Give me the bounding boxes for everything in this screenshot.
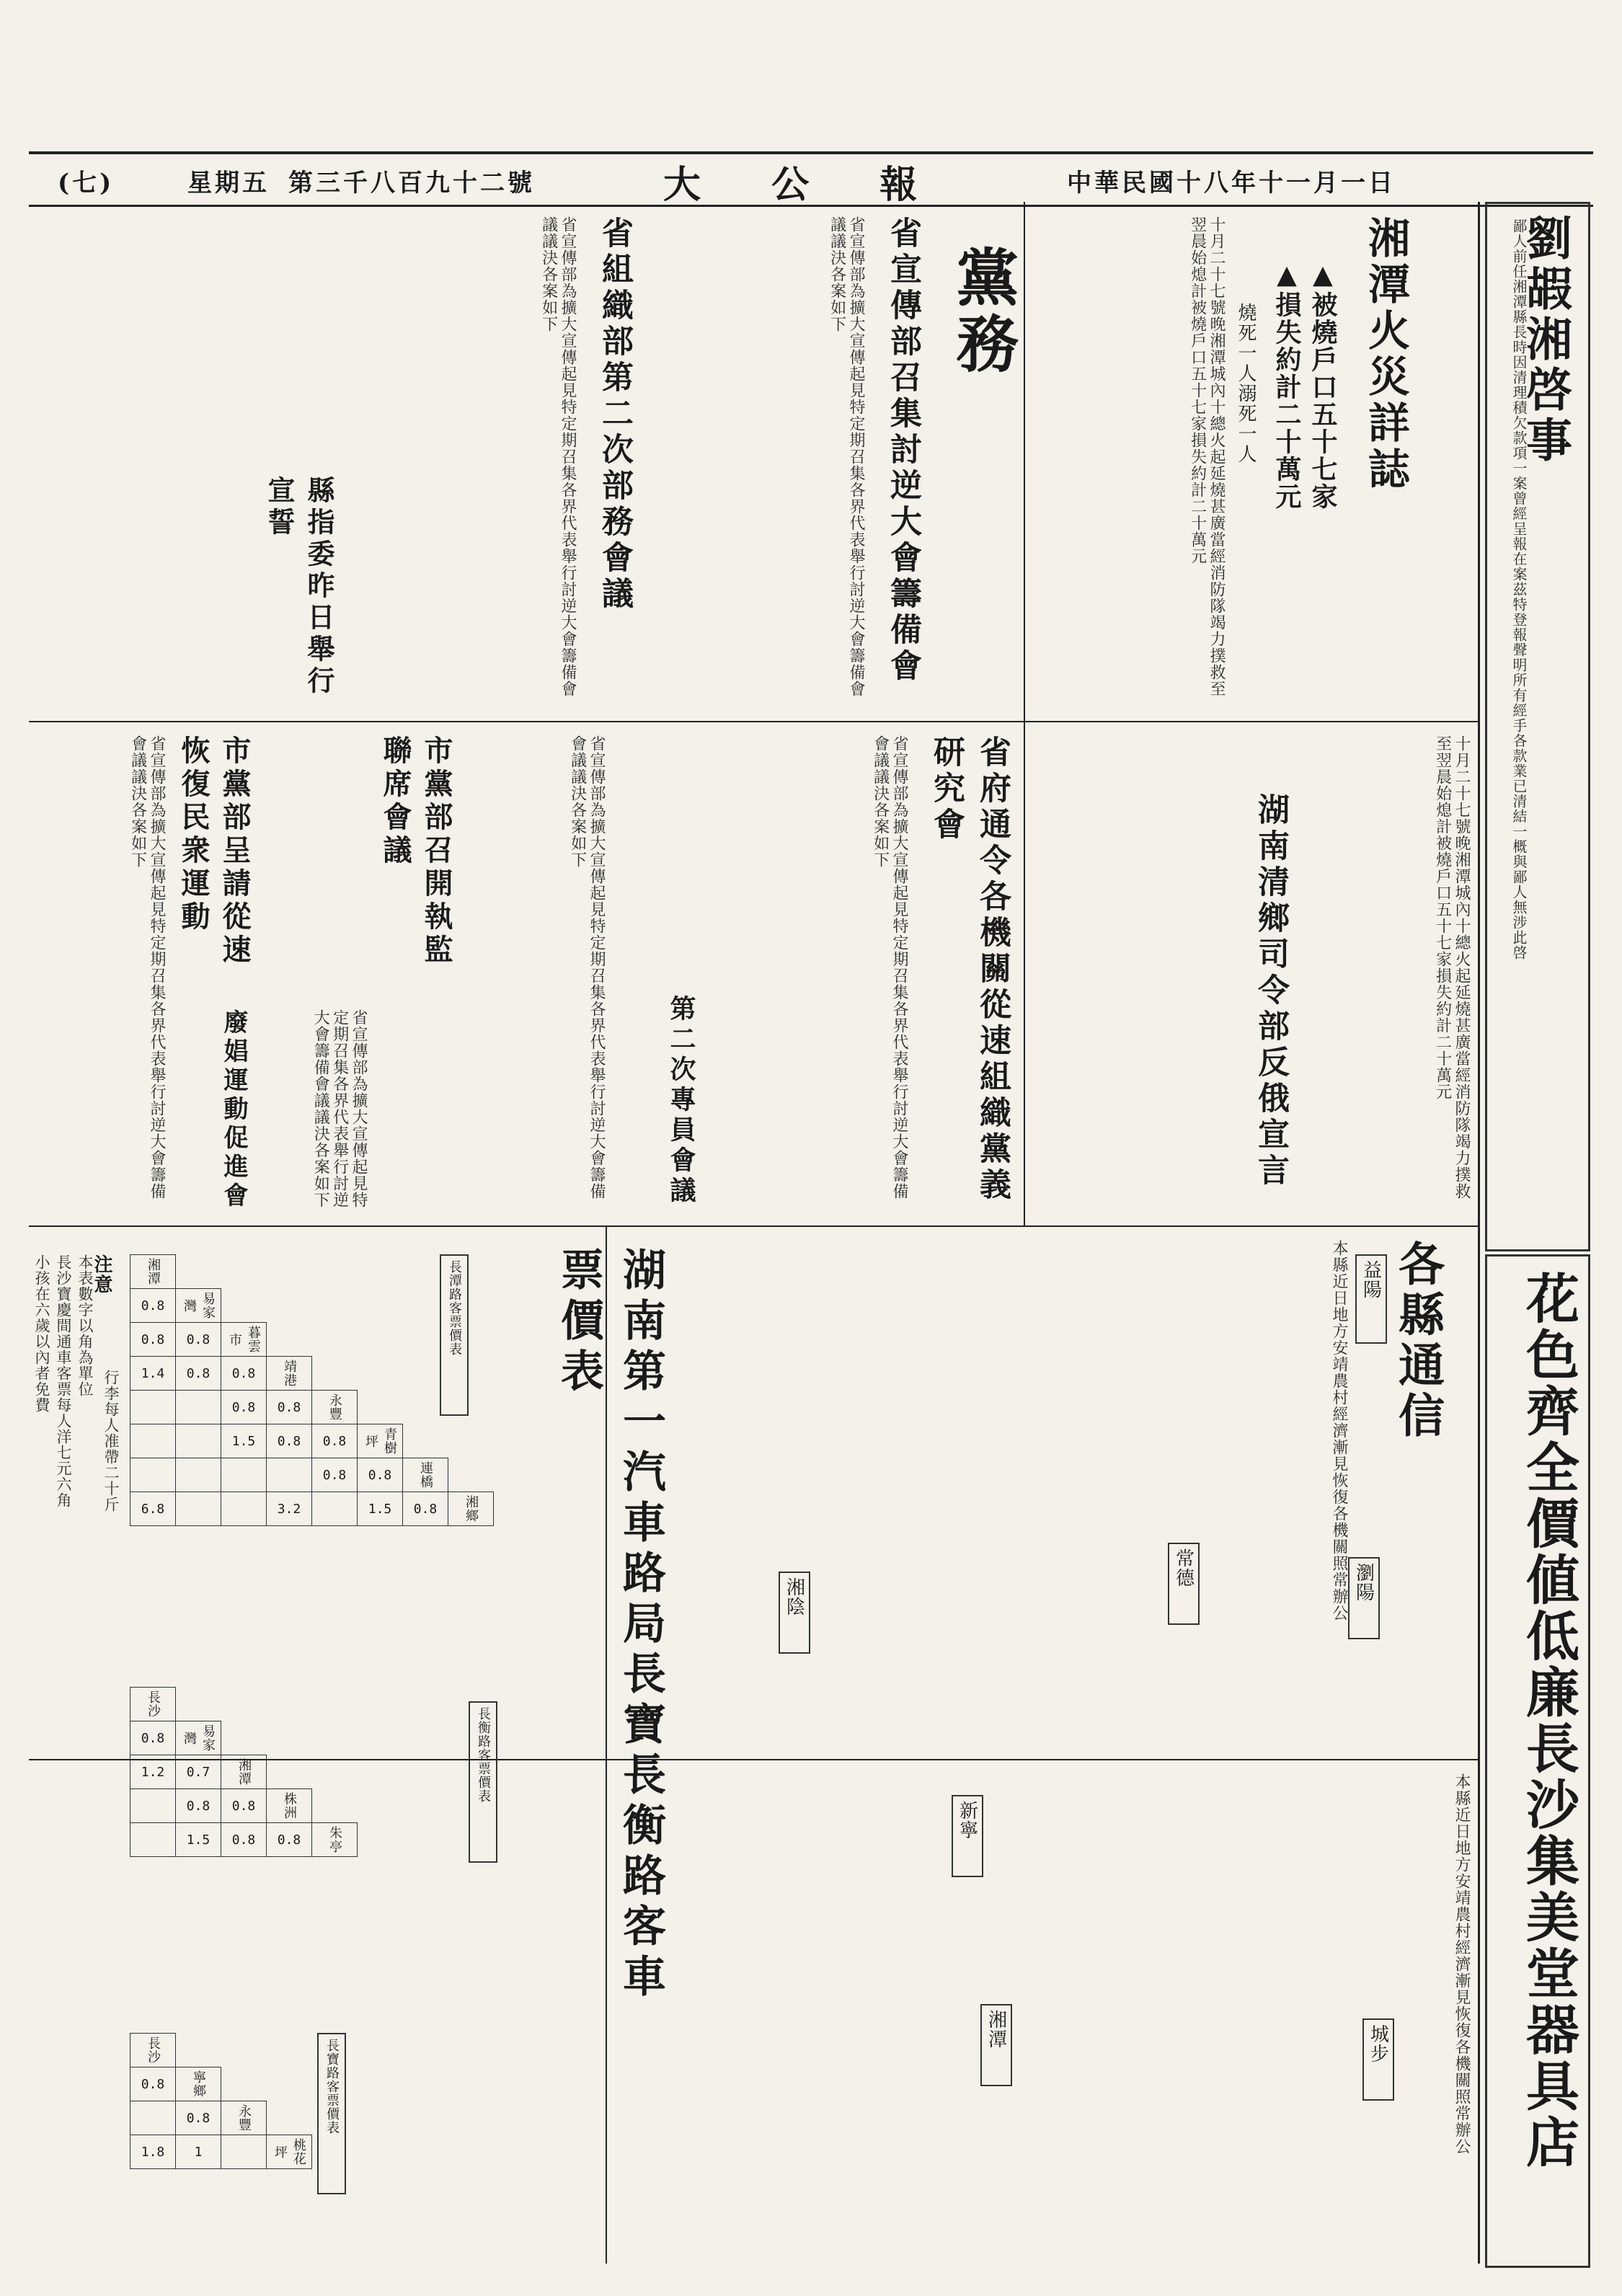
fare-cell: 0.8 <box>176 1357 221 1391</box>
fare-grid-c <box>130 2033 312 2169</box>
left-ad-body: 鄙人前任湘潭縣長時因清理積欠款項一案曾經呈報在案茲特登報聲明所有經手各款業已清結一概與鄙人無涉此啓 <box>1510 218 1528 960</box>
empty-cell <box>312 1789 358 1823</box>
party-headline-2: 省組織部第二次部務會議 <box>596 216 633 613</box>
party-headline-3: 省府通令各機關從速組織黨義研究會 <box>928 735 1011 1204</box>
fare-cell <box>221 1458 267 1492</box>
fare-note-4: 小孩在六歲以內者免費 <box>33 1254 50 1413</box>
fare-cell <box>176 1492 221 1526</box>
empty-cell <box>403 1391 448 1424</box>
station-name: 株洲 <box>267 1789 312 1823</box>
fare-cell: 0.8 <box>176 1789 221 1823</box>
station-name: 暮雲市 <box>221 1323 267 1357</box>
fare-cell: 0.8 <box>267 1391 312 1424</box>
place-label: 湘陰 <box>783 1577 805 1616</box>
fare-cell <box>312 1492 358 1526</box>
empty-cell <box>312 1721 358 1755</box>
party-headline-4: 市黨部召開執監聯席會議 <box>378 735 453 967</box>
fare-row <box>130 1755 358 1789</box>
fare-cell: 0.8 <box>130 1323 176 1357</box>
empty-cell <box>267 2101 312 2135</box>
place-label-box <box>1355 1254 1387 1344</box>
fare-cell <box>130 1458 176 1492</box>
fare-row <box>130 2101 312 2135</box>
place-label: 城步 <box>1367 2024 1389 2063</box>
fare-cell: 6.8 <box>130 1492 176 1526</box>
party-headline-7: 湖南清鄉司令部反俄宣言 <box>1252 793 1289 1189</box>
fare-cell: 0.7 <box>176 1755 221 1789</box>
fare-row <box>130 1458 494 1492</box>
fare-cell: 1.4 <box>130 1357 176 1391</box>
fare-cell <box>221 1492 267 1526</box>
station-name: 永豐 <box>221 2101 267 2135</box>
fare-cell: 0.8 <box>130 1289 176 1323</box>
right-ad-title: 花色齊全價値低廉長沙集美堂器具店 <box>1517 1271 1579 2171</box>
fare-cell: 0.8 <box>358 1458 403 1492</box>
fare-cell <box>130 1823 176 1857</box>
empty-cell <box>221 1289 267 1323</box>
fare-cell: 0.8 <box>130 1721 176 1755</box>
fare-cell: 1 <box>176 2135 221 2169</box>
empty-cell <box>358 1289 403 1323</box>
fare-grid-b <box>130 1687 358 1857</box>
fare-cell: 0.8 <box>221 1823 267 1857</box>
left-ad-title: 劉嘏湘啓事 <box>1518 214 1572 466</box>
station-name: 湘潭 <box>221 1755 267 1789</box>
empty-cell <box>267 1323 312 1357</box>
fare-cell: 0.8 <box>312 1458 358 1492</box>
fare-cell: 0.8 <box>130 2067 176 2101</box>
party-body-3: 省宣傳部為擴大宣傳起見特定期召集各界代表舉行討逆大會籌備會議議決各案如下 <box>871 735 908 1200</box>
station-name: 長沙 <box>130 2034 176 2067</box>
fare-cell: 1.5 <box>176 1823 221 1857</box>
empty-cell <box>267 1289 312 1323</box>
place-label: 新寧 <box>956 1801 978 1840</box>
fare-cell: 0.8 <box>221 1391 267 1424</box>
fare-table-title: 湖南第一汽車路局長寶長衡路客車票價表 <box>554 1247 666 2004</box>
fare-row <box>130 1357 494 1391</box>
right-ad-box <box>1485 1254 1590 2268</box>
fare-cell <box>267 1458 312 1492</box>
fire-body: 十月二十七號晚湘潭城內十總火起延燒甚廣當經消防隊竭力撲救至翌晨始熄計被燒戶口五十七家損失約計二十萬元 <box>1188 216 1226 697</box>
fare-line-label-box <box>469 1701 497 1863</box>
empty-cell <box>358 1323 403 1357</box>
station-name: 湘鄉 <box>448 1492 494 1526</box>
fare-row <box>130 1289 494 1323</box>
fare-cell: 1.2 <box>130 1755 176 1789</box>
party-body-4: 省宣傳部為擴大宣傳起見特定期召集各界代表舉行討逆大會籌備會議議決各案如下 <box>568 735 606 1200</box>
empty-cell <box>403 1289 448 1323</box>
station-name: 靖港 <box>267 1357 312 1391</box>
station-name: 寧鄉 <box>176 2067 221 2101</box>
station-name: 連橋 <box>403 1458 448 1492</box>
fare-row <box>130 1424 494 1458</box>
place-label: 瀏陽 <box>1352 1563 1375 1602</box>
fare-note-2: 長沙寶慶間通車客票每人洋七元六角 <box>55 1254 72 1508</box>
fare-cell <box>176 1458 221 1492</box>
fare-row <box>130 2067 312 2101</box>
fare-header-row <box>130 1688 358 1721</box>
empty-cell <box>403 1323 448 1357</box>
fare-header-row <box>130 2034 312 2067</box>
fare-cell: 0.8 <box>267 1424 312 1458</box>
empty-cell <box>448 1391 494 1424</box>
fare-note-1: 本表數字以角為單位 <box>76 1254 94 1397</box>
empty-cell <box>221 2067 267 2101</box>
fare-row <box>130 2135 312 2169</box>
party-headline-8: 第二次專員會議 <box>666 995 696 1207</box>
place-label: 常德 <box>1172 1548 1195 1587</box>
party-headline-9: 廢娼運動促進會 <box>219 1009 248 1211</box>
fare-row <box>130 1823 358 1857</box>
station-name: 青樹坪 <box>358 1424 403 1458</box>
station-name: 湘潭 <box>130 1255 176 1289</box>
place-label: 湘潭 <box>985 2010 1007 2049</box>
empty-cell <box>312 1357 358 1391</box>
fare-row <box>130 1789 358 1823</box>
fire-body-continued: 十月二十七號晚湘潭城內十總火起延燒甚廣當經消防隊竭力撲救至翌晨始熄計被燒戶口五十七家損失約計二十萬元 <box>1433 735 1471 1200</box>
fare-header-row <box>130 1255 494 1289</box>
party-section-title: 黨務 <box>946 245 1019 378</box>
fare-cell: 0.8 <box>267 1823 312 1857</box>
empty-cell <box>448 1458 494 1492</box>
fare-line-label-a: 長潭路客票價表 <box>447 1260 462 1356</box>
empty-cell <box>267 1755 312 1789</box>
fare-cell: 1.5 <box>221 1424 267 1458</box>
station-name: 朱亭 <box>312 1823 358 1857</box>
station-name: 易家灣 <box>176 1721 221 1755</box>
fare-cell <box>176 1424 221 1458</box>
county-news-body: 本縣近日地方安靖農村經濟漸見恢復各機關照常辦公 <box>1330 1240 1348 1621</box>
party-headline-1: 省宣傳部召集討逆大會籌備會 <box>885 216 921 685</box>
fire-subhead-2: ▲損失約計二十萬元 <box>1272 260 1302 510</box>
row-divider <box>29 1225 1478 1227</box>
party-body-5: 省宣傳部為擴大宣傳起見特定期召集各界代表舉行討逆大會籌備會議議決各案如下 <box>128 735 166 1200</box>
fare-cell: 0.8 <box>403 1492 448 1526</box>
fare-note-3: 行李每人准帶二十斤 <box>102 1370 120 1512</box>
column-divider <box>1478 202 1480 2264</box>
masthead-paper-name: 大 公 報 <box>663 163 947 207</box>
party-body-6: 省宣傳部為擴大宣傳起見特定期召集各界代表舉行討逆大會籌備會議議決各案如下 <box>311 1009 368 1208</box>
fare-cell: 3.2 <box>267 1492 312 1526</box>
fare-row <box>130 1391 494 1424</box>
empty-cell <box>448 1289 494 1323</box>
fare-cell <box>130 1789 176 1823</box>
fare-cell: 0.8 <box>176 2101 221 2135</box>
fare-row <box>130 1721 358 1755</box>
fare-cell <box>130 1391 176 1424</box>
empty-cell <box>312 1289 358 1323</box>
fare-grid-a <box>130 1254 494 1526</box>
fare-line-label-b: 長衡路客票價表 <box>476 1707 491 1803</box>
fare-note-title: 注意 <box>91 1254 112 1295</box>
empty-cell <box>403 1357 448 1391</box>
empty-cell <box>221 1721 267 1755</box>
party-headline-6: 縣指委昨日舉行宣誓 <box>263 476 335 698</box>
party-body-2: 省宣傳部為擴大宣傳起見特定期召集各界代表舉行討逆大會籌備會議議決各案如下 <box>539 216 577 697</box>
fire-subhead-3: 燒死一人溺死一人 <box>1235 303 1257 464</box>
fare-cell <box>130 1424 176 1458</box>
empty-cell <box>267 1721 312 1755</box>
empty-cell <box>358 1357 403 1391</box>
fare-cell: 0.8 <box>221 1789 267 1823</box>
masthead <box>29 151 1593 207</box>
party-headline-5: 市黨部呈請從速恢復民衆運動 <box>177 735 252 967</box>
fare-row <box>130 1492 494 1526</box>
fire-headline: 湘潭火災詳誌 <box>1361 216 1410 493</box>
fare-cell: 0.8 <box>221 1357 267 1391</box>
party-body-1: 省宣傳部為擴大宣傳起見特定期召集各界代表舉行討逆大會籌備會議議決各案如下 <box>828 216 865 697</box>
station-name: 桃花坪 <box>267 2135 312 2169</box>
fare-line-label-c: 長寶路客票價表 <box>324 2039 340 2135</box>
masthead-weekday: 星期五 <box>187 169 270 198</box>
place-label: 益陽 <box>1360 1260 1382 1299</box>
empty-cell <box>267 2067 312 2101</box>
empty-cell <box>403 1424 448 1458</box>
fare-notes <box>33 1254 120 2264</box>
left-ad-box <box>1485 202 1590 1251</box>
empty-cell <box>448 1323 494 1357</box>
row-divider <box>29 721 1478 722</box>
newspaper-page <box>29 29 1593 2271</box>
masthead-issue: 第三千八百九十二號 <box>288 169 535 198</box>
fare-line-label-box <box>317 2033 346 2194</box>
empty-cell <box>448 1424 494 1458</box>
station-name: 長沙 <box>130 1688 176 1721</box>
empty-cell <box>312 1323 358 1357</box>
fare-cell <box>130 2101 176 2135</box>
empty-cell <box>448 1357 494 1391</box>
fare-cell: 1.8 <box>130 2135 176 2169</box>
fare-row <box>130 1323 494 1357</box>
county-news-body-2: 本縣近日地方安靖農村經濟漸見恢復各機關照常辦公 <box>1453 1773 1471 2155</box>
fire-subhead-1: ▲被燒戶口五十七家 <box>1308 260 1338 510</box>
station-name: 易家灣 <box>176 1289 221 1323</box>
fare-cell: 0.8 <box>176 1323 221 1357</box>
fare-cell: 0.8 <box>312 1424 358 1458</box>
county-news-title: 各縣通信 <box>1391 1240 1445 1442</box>
fare-cell <box>176 1391 221 1424</box>
fare-cell <box>221 2135 267 2169</box>
masthead-page-number: (七) <box>58 169 115 198</box>
empty-cell <box>358 1391 403 1424</box>
fare-cell: 1.5 <box>358 1492 403 1526</box>
place-label-box <box>1348 1557 1380 1639</box>
empty-cell <box>312 1755 358 1789</box>
masthead-date: 中華民國十八年十一月一日 <box>1067 169 1396 198</box>
station-name: 永豐 <box>312 1391 358 1424</box>
